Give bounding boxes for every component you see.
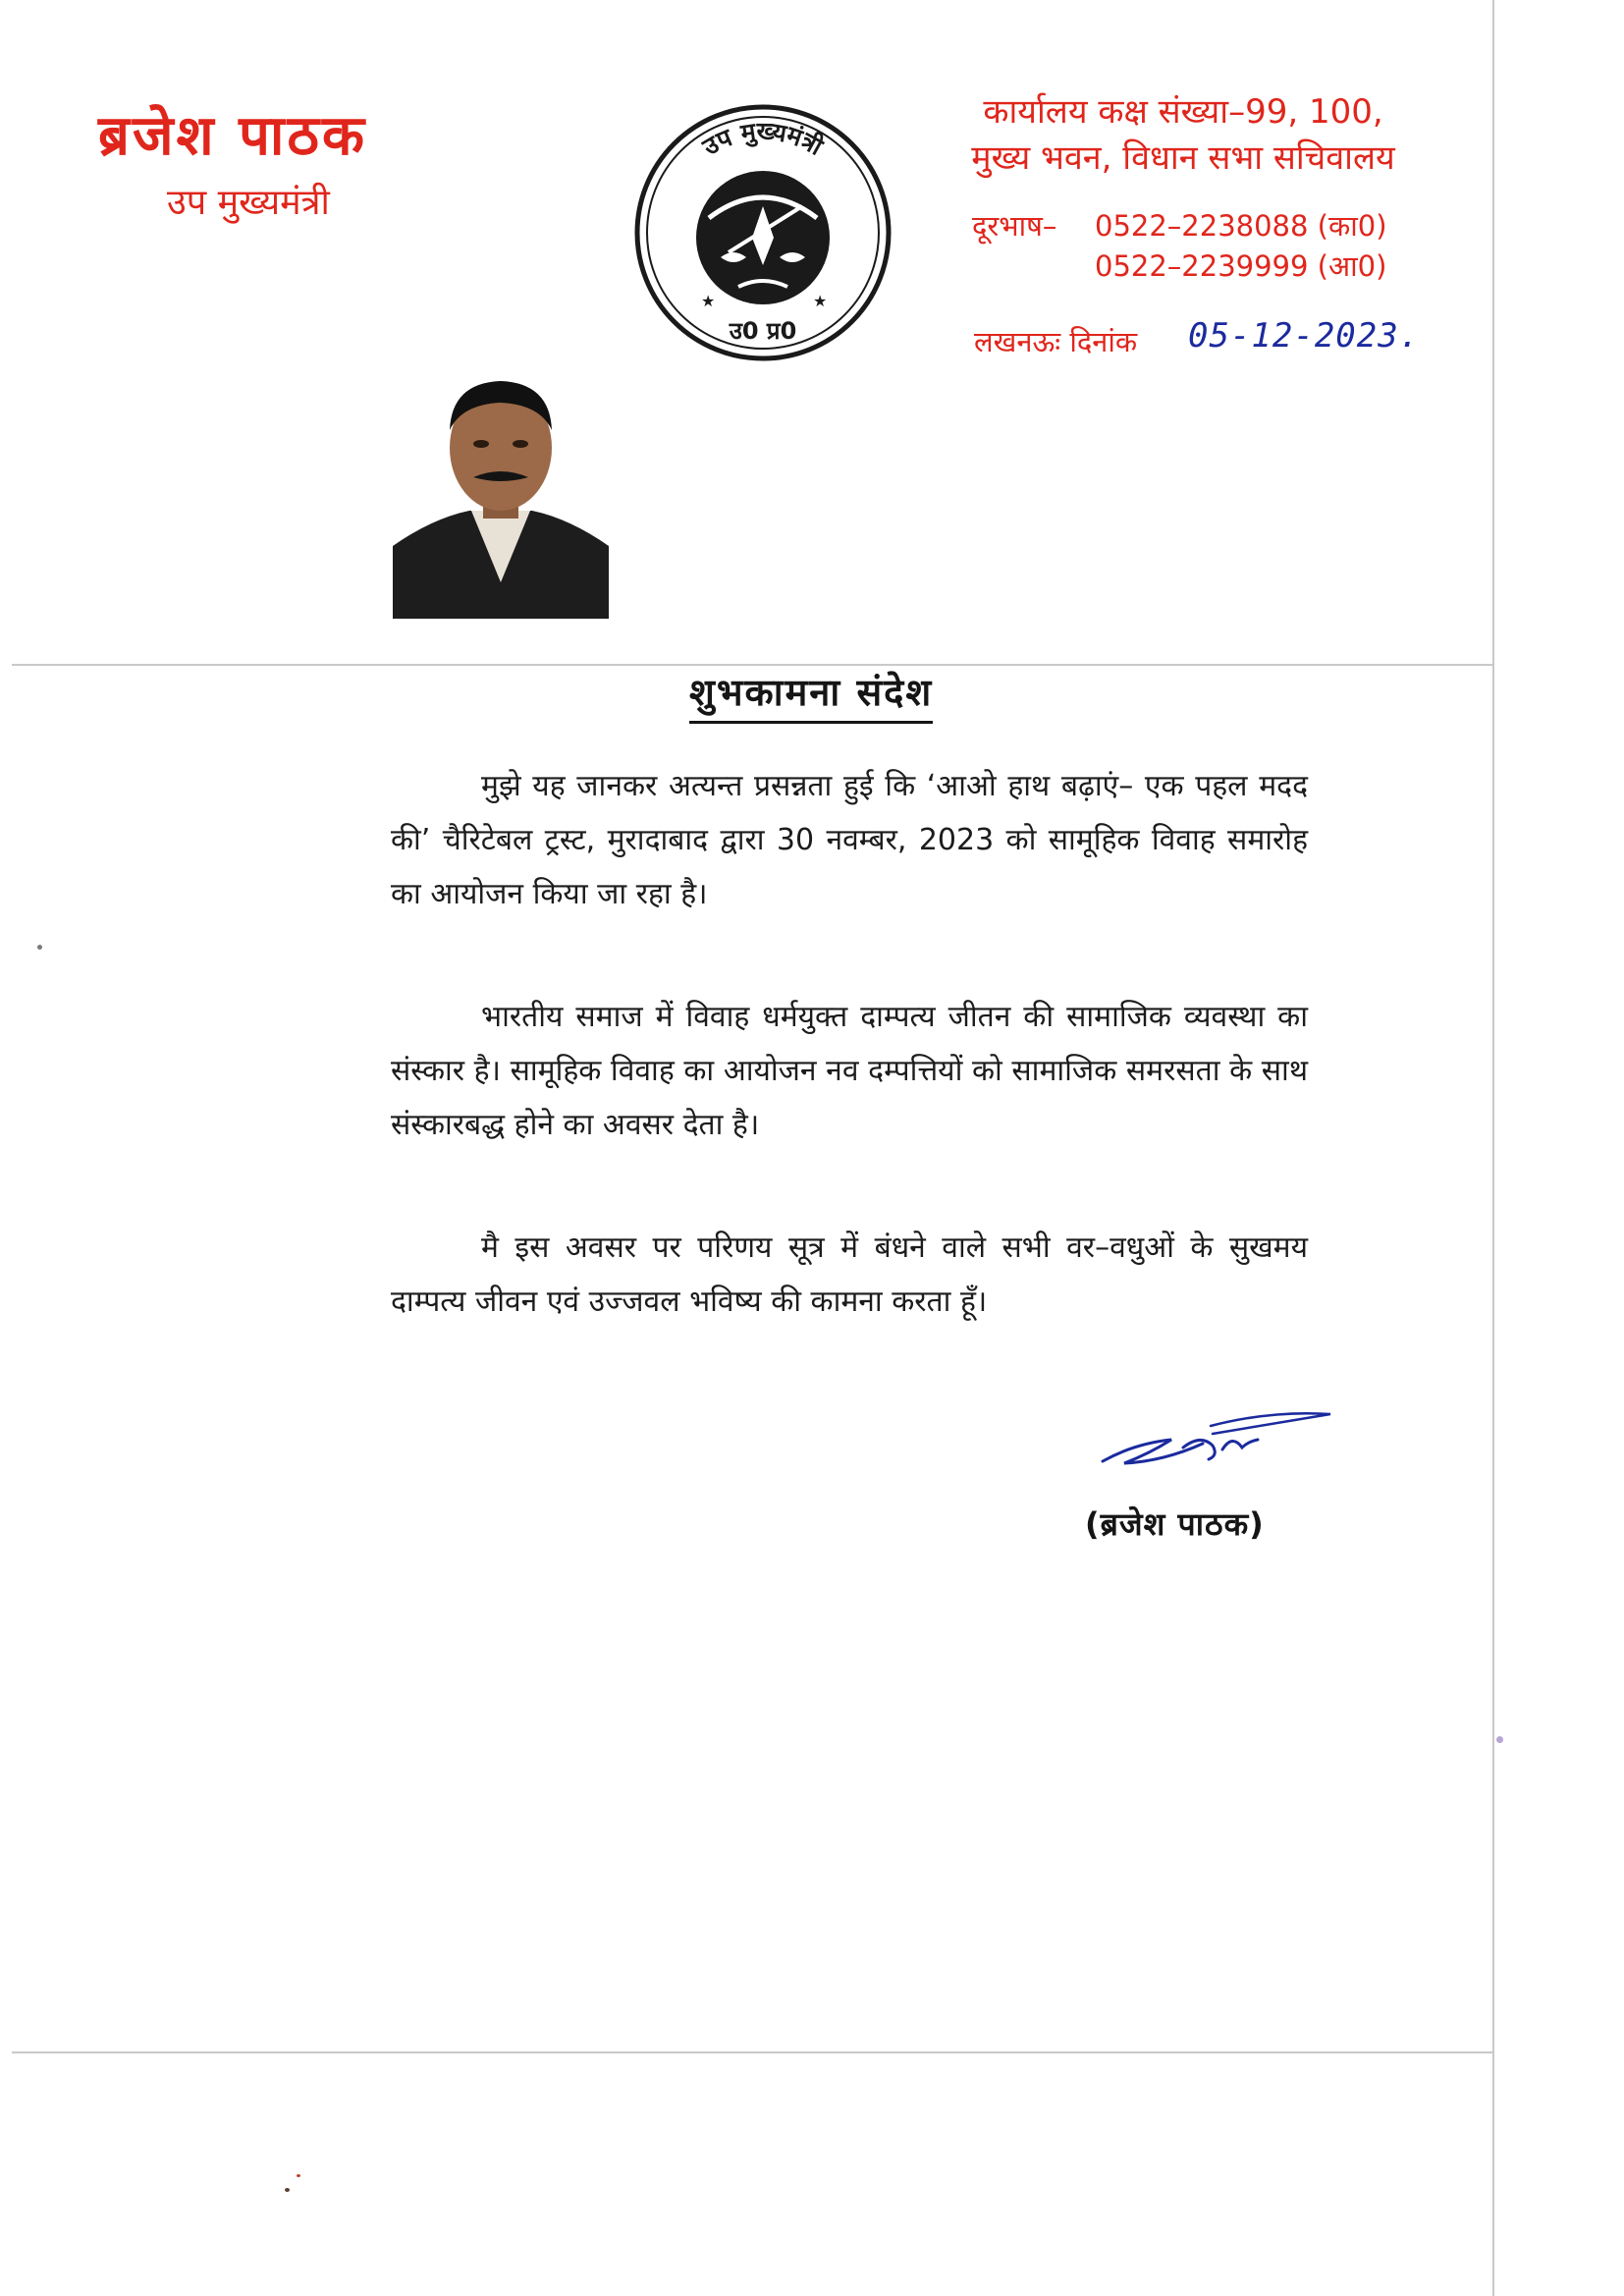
scan-speck [37, 945, 42, 950]
phone-label: दूरभाष– [972, 209, 1057, 243]
signatory-name: (ब्रजेश पाठक) [1085, 1505, 1265, 1543]
fold-line-bottom [12, 2051, 1492, 2053]
phone-residence: 0522–2239999 (आ0) [1095, 249, 1387, 283]
letter-subject: शुभकामना संदेश [689, 666, 933, 724]
phone-office: 0522–2238088 (का0) [1095, 209, 1387, 243]
letterhead-address [928, 90, 1438, 183]
seal-star-right-icon: ★ [813, 292, 828, 310]
letterhead-name: ब्रजेश पाठक [98, 104, 367, 168]
date-value-handwritten: 05-12-2023. [1188, 316, 1421, 355]
phone-office-row [972, 206, 1387, 246]
scan-speck [1496, 1736, 1503, 1743]
body-paragraph: मुझे यह जानकर अत्यन्त प्रसन्नता हुई कि ‘आओ हाथ बढ़ाएं– एक पहल मदद की’ चैरिटेबल ट्रस्ट, मुरादाबाद द्वारा 30 नवम्बर, 2023 को सामूहिक विवाह समारोह का आयोजन किया जा रहा है। [391, 769, 1308, 911]
seal-bottom-text: उ0 प्र0 [729, 317, 797, 345]
seal-top-text: उप मुख्यमंत्री [697, 116, 828, 162]
body-paragraph: मै इस अवसर पर परिणय सूत्र में बंधने वाले सभी वर–वधुओं के सुखमय दाम्पत्य जीवन एवं उज्जवल भविष्य की कामना करता हूँ। [391, 1230, 1308, 1319]
letterhead-designation: उप मुख्यमंत्री [167, 183, 330, 223]
emblem-seal [630, 100, 895, 365]
address-line-1: कार्यालय कक्ष संख्या–99, 100, [983, 92, 1383, 132]
scan-speck [285, 2188, 290, 2192]
portrait-photo [393, 371, 609, 619]
body-paragraph: भारतीय समाज में विवाह धर्मयुक्त दाम्पत्य जीतन की सामाजिक व्यवस्था का संस्कार है। सामूहिक विवाह का आयोजन नव दम्पत्तियों को सामाजिक समरसता के साथ संस्कारबद्ध होने का अवसर देता है। [391, 1000, 1308, 1142]
svg-text:उप मुख्यमंत्री [697, 117, 829, 162]
date-label: लखनऊः दिनांक [974, 325, 1138, 358]
seal-star-left-icon: ★ [701, 292, 716, 310]
address-line-2: मुख्य भवन, विधान सभा सचिवालय [971, 138, 1395, 178]
scan-speck [297, 2174, 300, 2177]
handwritten-signature [1095, 1404, 1335, 1473]
paper-edge-right [1492, 0, 1494, 2296]
